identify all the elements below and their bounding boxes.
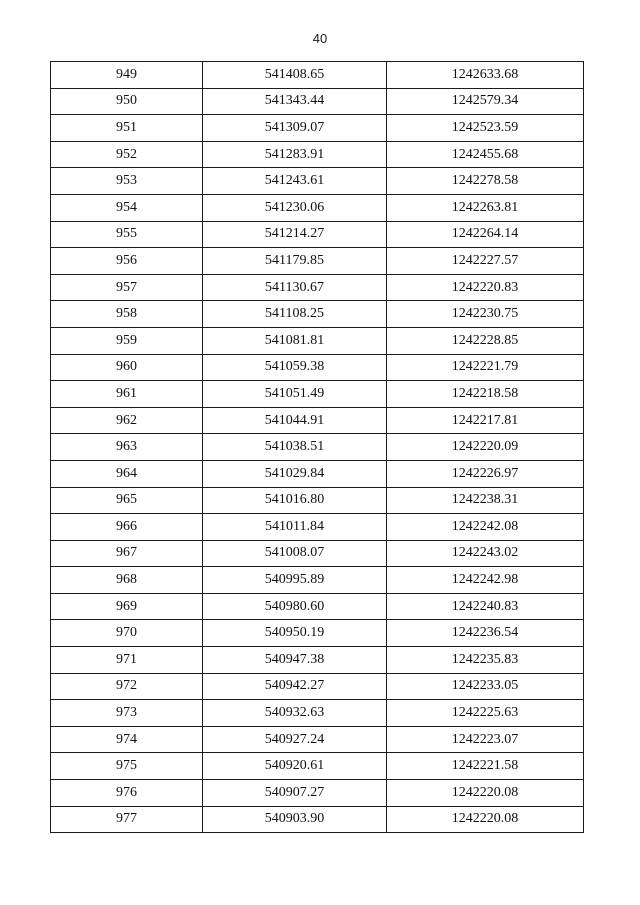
x-coordinate-cell: 540920.61: [203, 753, 387, 780]
x-coordinate-cell: 540980.60: [203, 593, 387, 620]
x-coordinate-cell: 541408.65: [203, 62, 387, 89]
y-coordinate-cell: 1242225.63: [387, 700, 584, 727]
y-coordinate-cell: 1242220.08: [387, 806, 584, 833]
y-coordinate-cell: 1242223.07: [387, 726, 584, 753]
table-row: [51, 274, 584, 301]
point-number-cell: 973: [51, 700, 203, 727]
x-coordinate-cell: 541081.81: [203, 327, 387, 354]
table-row: [51, 115, 584, 142]
point-number-cell: 969: [51, 593, 203, 620]
x-coordinate-cell: 541016.80: [203, 487, 387, 514]
table-row: [51, 354, 584, 381]
x-coordinate-cell: 541038.51: [203, 434, 387, 461]
x-coordinate-cell: 541343.44: [203, 88, 387, 115]
point-number-cell: 950: [51, 88, 203, 115]
table-row: [51, 221, 584, 248]
x-coordinate-cell: 541179.85: [203, 248, 387, 275]
y-coordinate-cell: 1242230.75: [387, 301, 584, 328]
y-coordinate-cell: 1242221.79: [387, 354, 584, 381]
x-coordinate-cell: 540950.19: [203, 620, 387, 647]
table-row: [51, 514, 584, 541]
table-row: [51, 194, 584, 221]
x-coordinate-cell: 540927.24: [203, 726, 387, 753]
y-coordinate-cell: 1242217.81: [387, 407, 584, 434]
y-coordinate-cell: 1242221.58: [387, 753, 584, 780]
y-coordinate-cell: 1242263.81: [387, 194, 584, 221]
y-coordinate-cell: 1242523.59: [387, 115, 584, 142]
y-coordinate-cell: 1242264.14: [387, 221, 584, 248]
x-coordinate-cell: 541108.25: [203, 301, 387, 328]
point-number-cell: 952: [51, 141, 203, 168]
y-coordinate-cell: 1242238.31: [387, 487, 584, 514]
point-number-cell: 968: [51, 567, 203, 594]
table-row: [51, 753, 584, 780]
x-coordinate-cell: 540932.63: [203, 700, 387, 727]
point-number-cell: 955: [51, 221, 203, 248]
table-row: [51, 700, 584, 727]
table-row: [51, 726, 584, 753]
table-row: [51, 141, 584, 168]
table-row: [51, 327, 584, 354]
point-number-cell: 976: [51, 780, 203, 807]
point-number-cell: 965: [51, 487, 203, 514]
table-row: [51, 487, 584, 514]
y-coordinate-cell: 1242227.57: [387, 248, 584, 275]
table-row: [51, 381, 584, 408]
x-coordinate-cell: 541130.67: [203, 274, 387, 301]
point-number-cell: 977: [51, 806, 203, 833]
x-coordinate-cell: 541008.07: [203, 540, 387, 567]
y-coordinate-cell: 1242579.34: [387, 88, 584, 115]
table-row: [51, 593, 584, 620]
x-coordinate-cell: 541044.91: [203, 407, 387, 434]
x-coordinate-cell: 541309.07: [203, 115, 387, 142]
point-number-cell: 971: [51, 647, 203, 674]
x-coordinate-cell: 540942.27: [203, 673, 387, 700]
table-row: [51, 248, 584, 275]
x-coordinate-cell: 540903.90: [203, 806, 387, 833]
table-row: [51, 647, 584, 674]
table-row: [51, 62, 584, 89]
point-number-cell: 951: [51, 115, 203, 142]
table-row: [51, 567, 584, 594]
y-coordinate-cell: 1242455.68: [387, 141, 584, 168]
point-number-cell: 959: [51, 327, 203, 354]
x-coordinate-cell: 541230.06: [203, 194, 387, 221]
y-coordinate-cell: 1242233.05: [387, 673, 584, 700]
y-coordinate-cell: 1242243.02: [387, 540, 584, 567]
y-coordinate-cell: 1242278.58: [387, 168, 584, 195]
point-number-cell: 962: [51, 407, 203, 434]
x-coordinate-cell: 541243.61: [203, 168, 387, 195]
table-row: [51, 540, 584, 567]
point-number-cell: 956: [51, 248, 203, 275]
x-coordinate-cell: 540907.27: [203, 780, 387, 807]
x-coordinate-cell: 541051.49: [203, 381, 387, 408]
table-row: [51, 168, 584, 195]
table-row: [51, 620, 584, 647]
point-number-cell: 966: [51, 514, 203, 541]
point-number-cell: 974: [51, 726, 203, 753]
y-coordinate-cell: 1242633.68: [387, 62, 584, 89]
point-number-cell: 953: [51, 168, 203, 195]
page-number: 40: [312, 31, 328, 46]
x-coordinate-cell: 541283.91: [203, 141, 387, 168]
point-number-cell: 975: [51, 753, 203, 780]
y-coordinate-cell: 1242236.54: [387, 620, 584, 647]
x-coordinate-cell: 541011.84: [203, 514, 387, 541]
point-number-cell: 963: [51, 434, 203, 461]
y-coordinate-cell: 1242240.83: [387, 593, 584, 620]
point-number-cell: 960: [51, 354, 203, 381]
table-row: [51, 434, 584, 461]
point-number-cell: 967: [51, 540, 203, 567]
y-coordinate-cell: 1242242.98: [387, 567, 584, 594]
table-row: [51, 407, 584, 434]
y-coordinate-cell: 1242218.58: [387, 381, 584, 408]
table-row: [51, 806, 584, 833]
y-coordinate-cell: 1242235.83: [387, 647, 584, 674]
y-coordinate-cell: 1242242.08: [387, 514, 584, 541]
point-number-cell: 972: [51, 673, 203, 700]
y-coordinate-cell: 1242220.83: [387, 274, 584, 301]
x-coordinate-cell: 540947.38: [203, 647, 387, 674]
y-coordinate-cell: 1242228.85: [387, 327, 584, 354]
coordinates-table-body: [51, 62, 584, 833]
x-coordinate-cell: 541059.38: [203, 354, 387, 381]
table-row: [51, 780, 584, 807]
table-row: [51, 301, 584, 328]
x-coordinate-cell: 540995.89: [203, 567, 387, 594]
y-coordinate-cell: 1242220.09: [387, 434, 584, 461]
point-number-cell: 949: [51, 62, 203, 89]
y-coordinate-cell: 1242220.08: [387, 780, 584, 807]
x-coordinate-cell: 541214.27: [203, 221, 387, 248]
point-number-cell: 961: [51, 381, 203, 408]
table-row: [51, 673, 584, 700]
point-number-cell: 957: [51, 274, 203, 301]
table-row: [51, 88, 584, 115]
coordinates-table: [50, 61, 584, 833]
point-number-cell: 970: [51, 620, 203, 647]
point-number-cell: 958: [51, 301, 203, 328]
point-number-cell: 964: [51, 460, 203, 487]
x-coordinate-cell: 541029.84: [203, 460, 387, 487]
table-row: [51, 460, 584, 487]
point-number-cell: 954: [51, 194, 203, 221]
y-coordinate-cell: 1242226.97: [387, 460, 584, 487]
